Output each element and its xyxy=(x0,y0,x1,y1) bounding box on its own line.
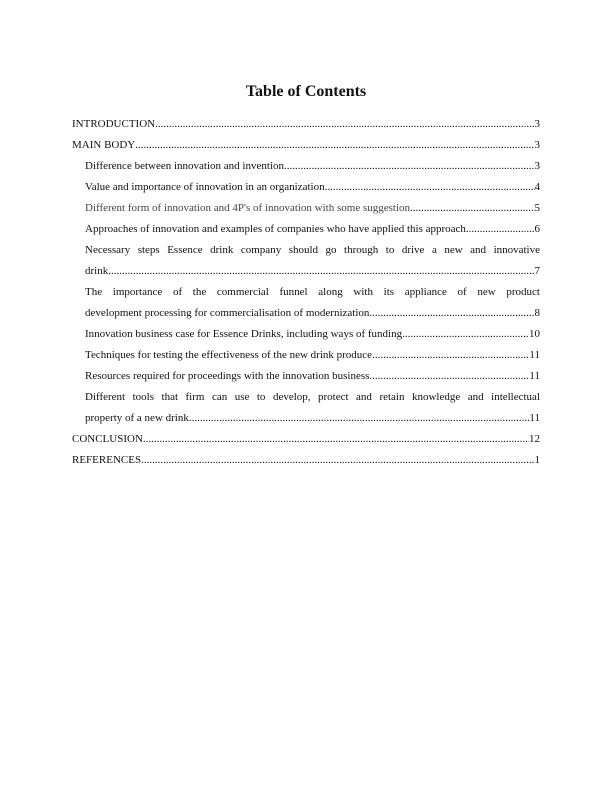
toc-entry-label: Value and importance of innovation in an organization xyxy=(85,181,325,193)
toc-page-number: 3 xyxy=(534,160,540,172)
toc-entry-label: Techniques for testing the effectiveness of the new drink produce xyxy=(85,349,373,361)
toc-entry-resources[interactable] xyxy=(72,366,540,387)
toc-page-number: 11 xyxy=(529,370,540,382)
dot-leader xyxy=(466,219,535,240)
toc-page-number: 6 xyxy=(534,223,540,235)
toc-entry-label-line1: The importance of the commercial funnel along with its appliance of new product xyxy=(85,286,540,298)
toc-entry-label-line2: property of a new drink xyxy=(85,412,189,424)
toc-entry-difference[interactable] xyxy=(72,156,540,177)
toc-entry-label: REFERENCES xyxy=(72,454,142,466)
toc-entry-label-line2: drink xyxy=(85,265,109,277)
toc-page-number: 10 xyxy=(529,328,540,340)
toc-entry-label: Resources required for proceedings with the innovation business xyxy=(85,370,370,382)
toc-entry-label: Innovation business case for Essence Drinks, including ways of funding xyxy=(85,328,403,340)
dot-leader xyxy=(189,408,530,429)
toc-page-number: 1 xyxy=(534,454,540,466)
toc-entry-techniques[interactable] xyxy=(72,345,540,366)
dot-leader xyxy=(135,135,534,156)
toc-page-number: 5 xyxy=(534,202,540,214)
toc-entry-business-case[interactable] xyxy=(72,324,540,345)
toc-entry-label: Difference between innovation and invention xyxy=(85,160,284,172)
toc-entry-label: CONCLUSION xyxy=(72,433,143,445)
toc-entry-label: Different form of innovation and 4P's of innovation with some suggestion xyxy=(85,202,411,214)
toc-entry-references[interactable] xyxy=(72,450,540,471)
toc-page-number: 3 xyxy=(534,118,540,130)
toc-entry-label-line1: Different tools that firm can use to develop, protect and retain knowledge and intellectual xyxy=(85,391,540,403)
toc-page-number: 8 xyxy=(534,307,540,319)
dot-leader xyxy=(325,177,535,198)
dot-leader xyxy=(143,429,529,450)
toc-page-number: 3 xyxy=(534,139,540,151)
dot-leader xyxy=(410,198,534,219)
dot-leader xyxy=(284,156,535,177)
toc-entry-different-form[interactable] xyxy=(72,198,540,219)
dot-leader xyxy=(141,450,534,471)
toc-entry-value[interactable] xyxy=(72,177,540,198)
toc-entry-main-body[interactable] xyxy=(72,135,540,156)
toc-title: Table of Contents xyxy=(245,83,367,100)
toc-entry-introduction[interactable] xyxy=(72,114,540,135)
dot-leader xyxy=(369,366,529,387)
toc-entry-approaches[interactable] xyxy=(72,219,540,240)
dot-leader xyxy=(372,345,529,366)
toc-entry-label-line2: development processing for commercialisation of modernization xyxy=(85,307,370,319)
toc-page-number: 12 xyxy=(529,433,540,445)
table-of-contents xyxy=(72,114,540,471)
toc-page-number: 11 xyxy=(529,349,540,361)
toc-page-number: 11 xyxy=(529,412,540,424)
toc-entry-label: INTRODUCTION xyxy=(72,118,156,130)
toc-entry-conclusion[interactable] xyxy=(72,429,540,450)
toc-entry-label: Approaches of innovation and examples of companies who have applied this approach xyxy=(85,223,466,235)
dot-leader xyxy=(155,114,534,135)
toc-entry-label: MAIN BODY xyxy=(72,139,136,151)
toc-entry-label-line1: Necessary steps Essence drink company should go through to drive a new and innovative xyxy=(85,244,540,256)
dot-leader xyxy=(108,261,534,282)
toc-page-number: 7 xyxy=(534,265,540,277)
toc-entry-tools[interactable] xyxy=(72,387,540,429)
toc-entry-necessary-steps[interactable] xyxy=(72,240,540,282)
toc-entry-commercial-funnel[interactable] xyxy=(72,282,540,324)
dot-leader xyxy=(369,303,534,324)
dot-leader xyxy=(402,324,529,345)
toc-page-number: 4 xyxy=(534,181,540,193)
